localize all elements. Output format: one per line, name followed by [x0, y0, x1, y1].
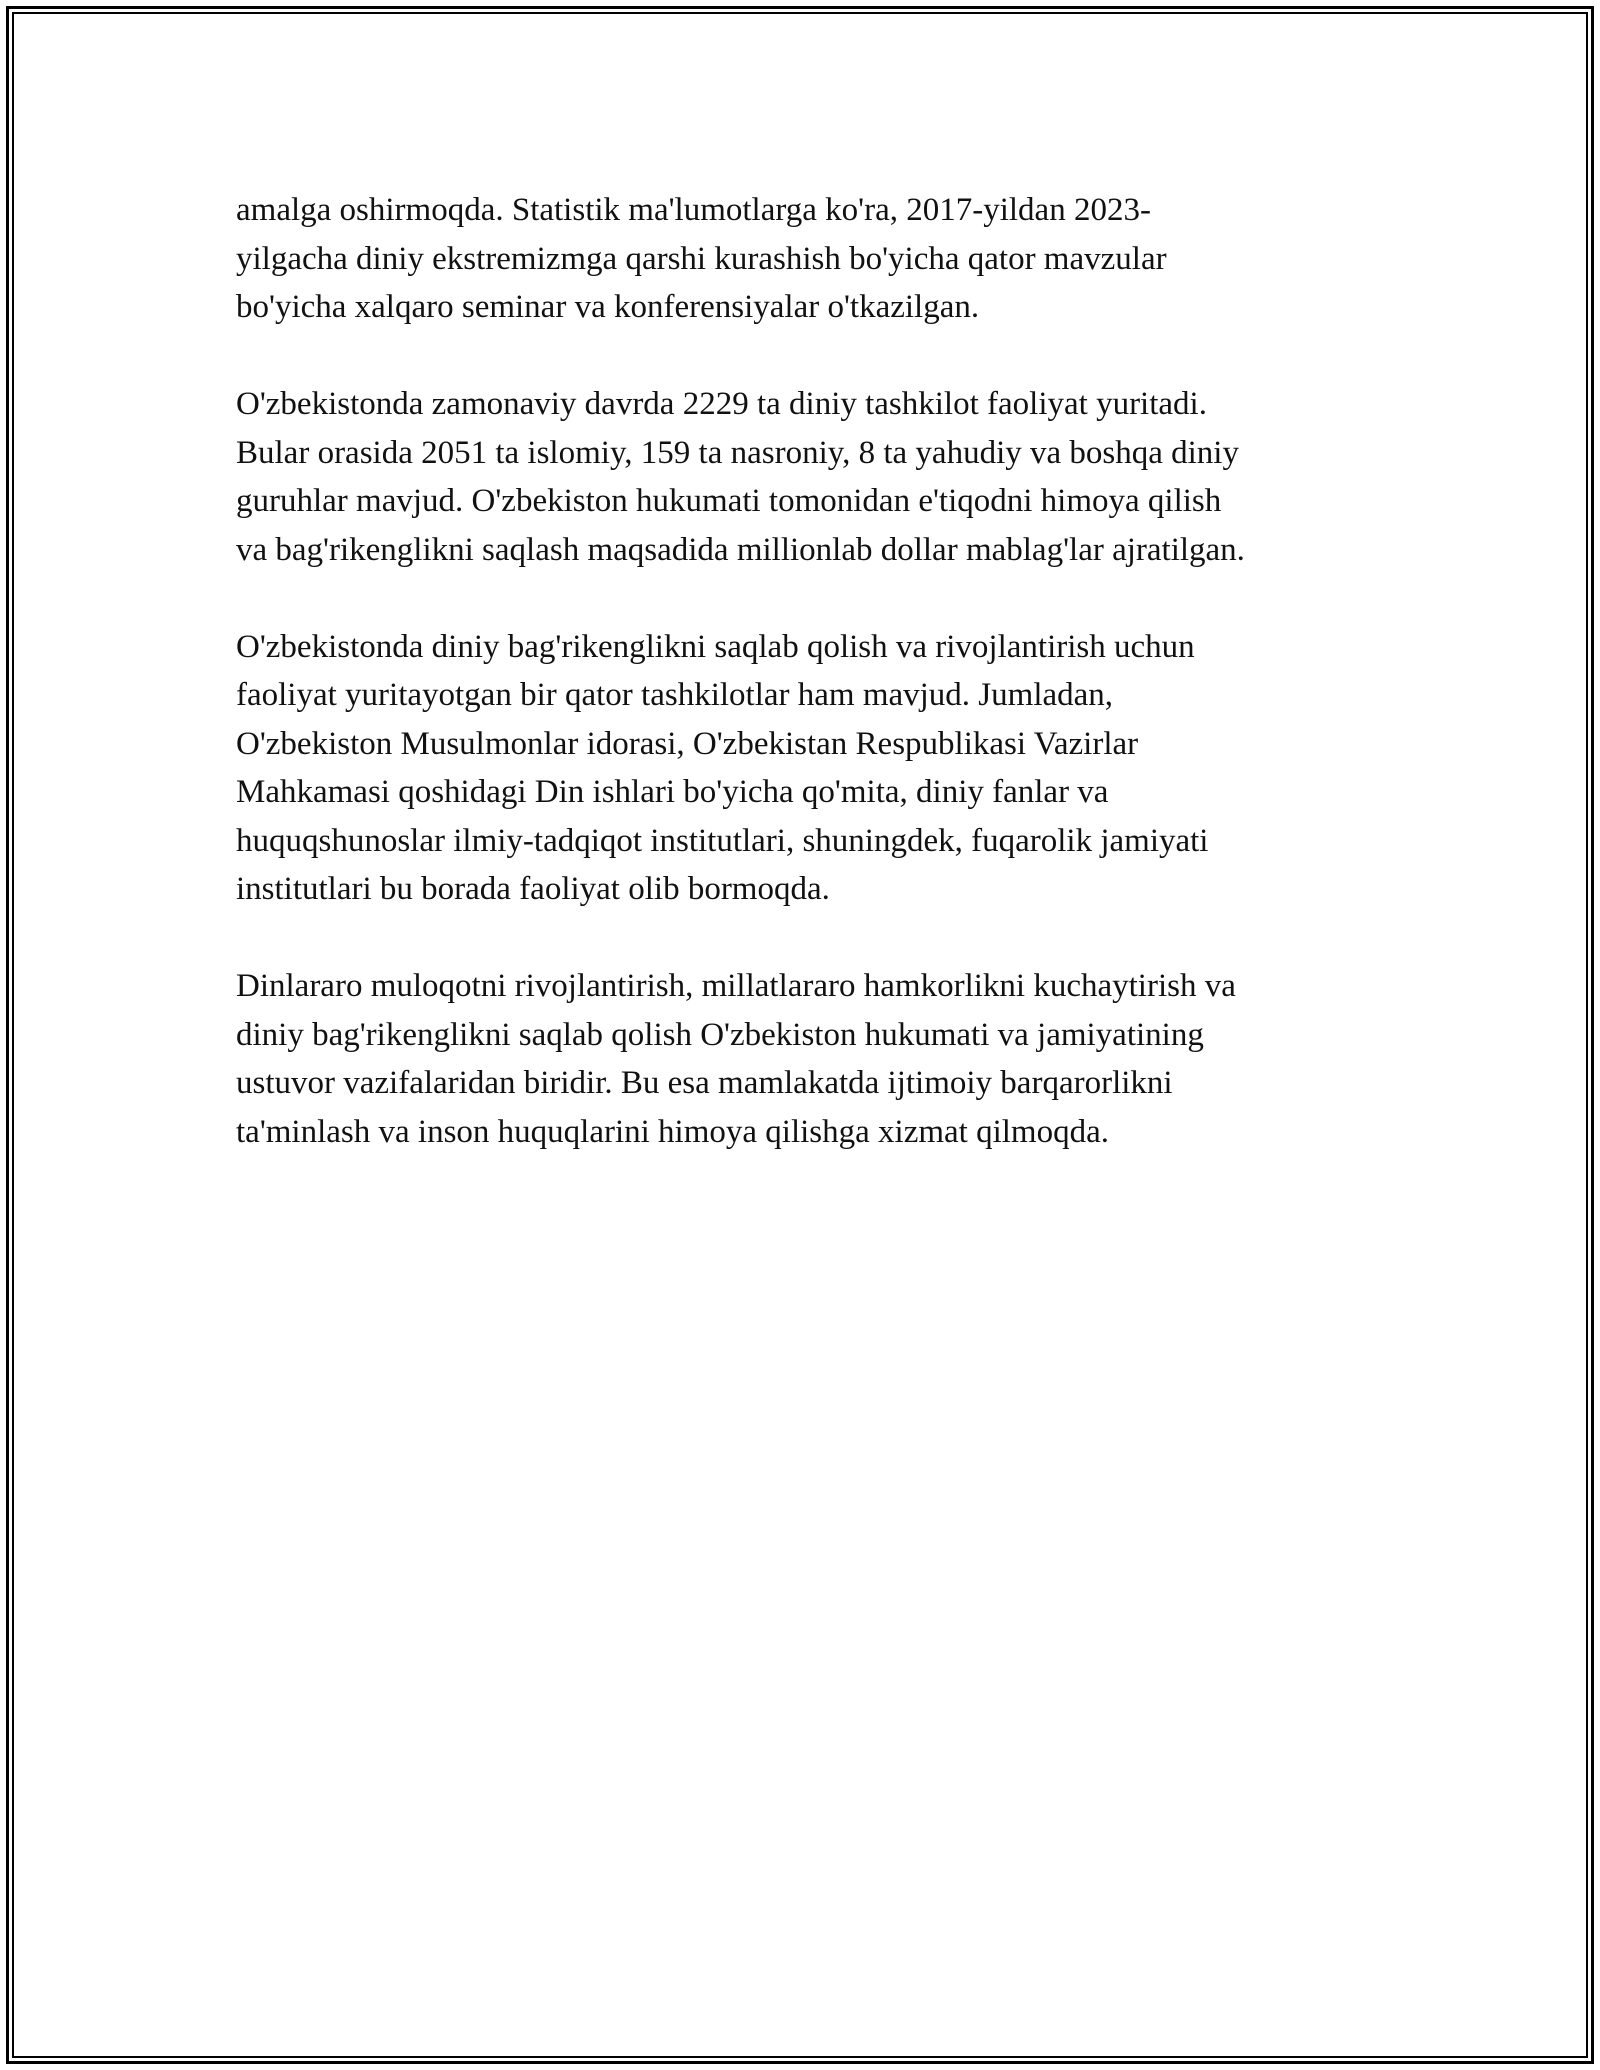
- paragraph-line: O'zbekistonda diniy bag'rikenglikni saqlab qolish va rivojlantirish uchun: [236, 628, 1195, 665]
- paragraph-line: guruhlar mavjud. O'zbekiston hukumati tomonidan e'tiqodni himoya qilish: [236, 483, 1222, 519]
- paragraph-2: [236, 380, 1386, 574]
- paragraph-line: diniy bag'rikenglikni saqlab qolish O'zbekiston hukumati va jamiyatining: [236, 1016, 1204, 1053]
- paragraph-3: [236, 623, 1386, 914]
- paragraph-line: O'zbekiston Musulmonlar idorasi, O'zbekistan Respublikasi Vazirlar: [236, 725, 1139, 762]
- paragraph-line: Dinlararo muloqotni rivojlantirish, millatlararo hamkorlikni kuchaytirish va: [236, 968, 1236, 1004]
- paragraph-line: huquqshunoslar ilmiy-tadqiqot institutlari, shuningdek, fuqarolik jamiyati: [236, 822, 1209, 859]
- paragraph-4: [236, 962, 1386, 1156]
- paragraph-line: O'zbekistonda zamonaviy davrda 2229 ta diniy tashkilot faoliyat yuritadi.: [236, 386, 1207, 422]
- paragraph-line: Bular orasida 2051 ta islomiy, 159 ta nasroniy, 8 ta yahudiy va boshqa diniy: [236, 434, 1239, 471]
- document-body: [236, 186, 1386, 1205]
- paragraph-1: [236, 186, 1386, 332]
- paragraph-line: Mahkamasi qoshidagi Din ishlari bo'yicha qo'mita, diniy fanlar va: [236, 774, 1109, 810]
- paragraph-line: bo'yicha xalqaro seminar va konferensiyalar o'tkazilgan.: [236, 289, 980, 325]
- paragraph-line: va bag'rikenglikni saqlash maqsadida millionlab dollar mablag'lar ajratilgan.: [236, 531, 1245, 568]
- paragraph-line: yilgacha diniy ekstremizmga qarshi kurashish bo'yicha qator mavzular: [236, 240, 1167, 277]
- paragraph-line: ustuvor vazifalaridan biridir. Bu esa mamlakatda ijtimoiy barqarorlikni: [236, 1065, 1173, 1101]
- paragraph-line: amalga oshirmoqda. Statistik ma'lumotlarga ko'ra, 2017-yildan 2023-: [236, 192, 1151, 228]
- paragraph-line: faoliyat yuritayotgan bir qator tashkilotlar ham mavjud. Jumladan,: [236, 677, 1114, 713]
- paragraph-line: institutlari bu borada faoliyat olib bormoqda.: [236, 871, 830, 907]
- paragraph-line: ta'minlash va inson huquqlarini himoya qilishga xizmat qilmoqda.: [236, 1113, 1109, 1150]
